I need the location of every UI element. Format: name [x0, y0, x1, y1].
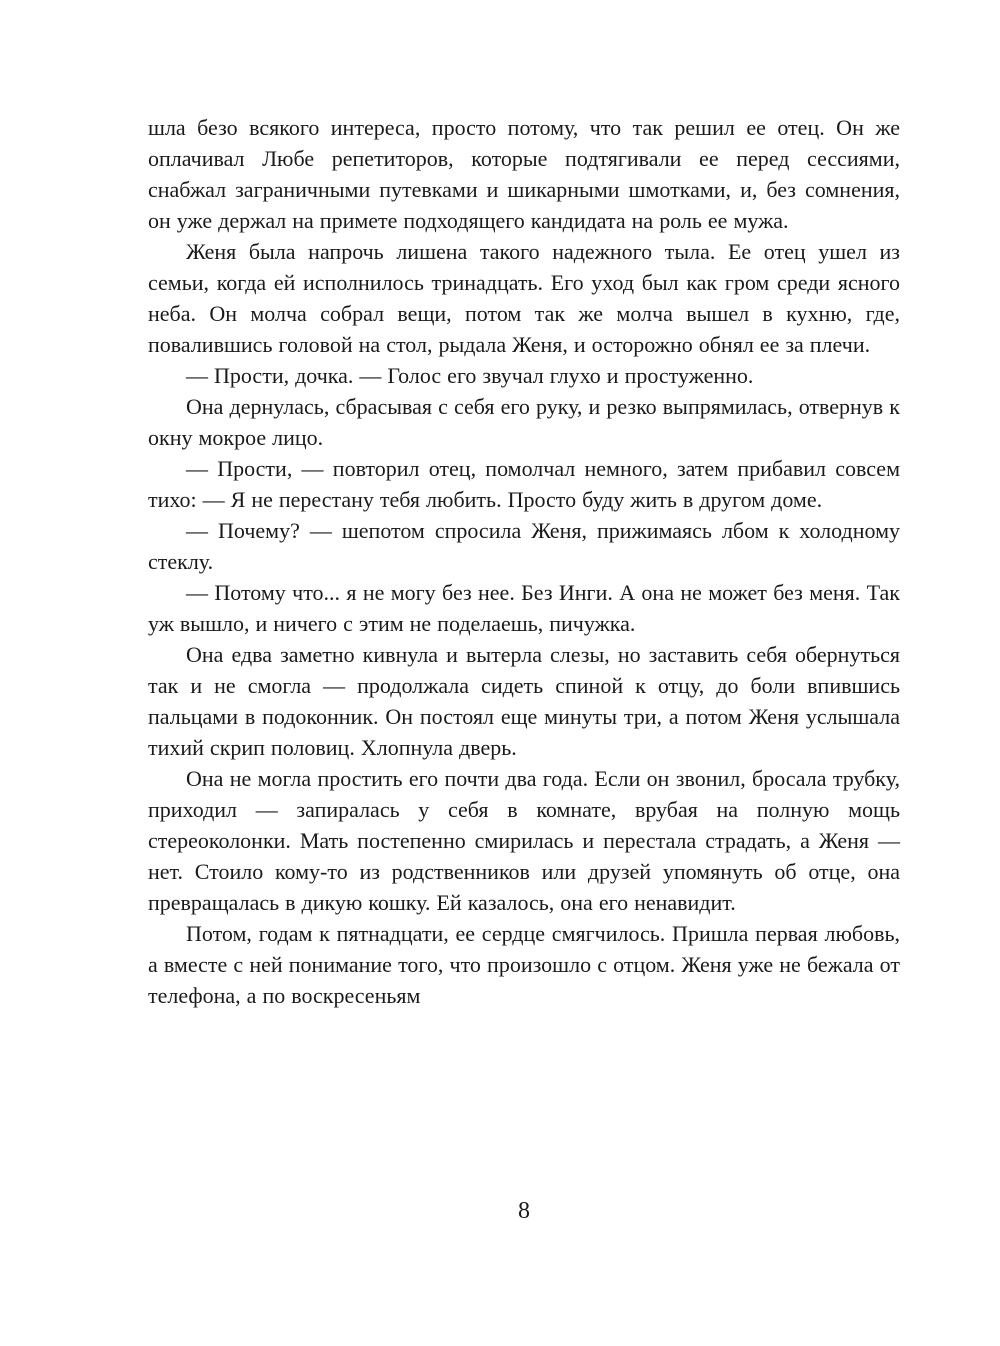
- page-number: 8: [518, 1198, 530, 1224]
- paragraph: — Почему? — шепотом спросила Женя, прижимаясь лбом к холодному стеклу.: [148, 518, 900, 574]
- text-block: [148, 112, 900, 1011]
- paragraph: Женя была напрочь лишена такого надежного тыла. Ее отец ушел из семьи, когда ей исполнилось тринадцать. Его уход был как гром среди ясного неба. Он молча собрал вещи, потом так же молча вышел в кухню, где, повалившись головой на стол, рыдала Женя, и осторожно обнял ее за плечи.: [148, 239, 900, 357]
- paragraph: Она едва заметно кивнула и вытерла слезы, но заставить себя обернуться так и не смогла — продолжала сидеть спиной к отцу, до боли впившись пальцами в подоконник. Он постоял еще минуты три, а потом Женя услышала тихий скрип половиц. Хлопнула дверь.: [148, 642, 900, 760]
- paragraph: шла безо всякого интереса, просто потому, что так решил ее отец. Он же оплачивал Любе репетиторов, которые подтягивали ее перед сессиями, снабжал заграничными путевками и шикарными шмотками, и, без сомнения, он уже держал на примете подходящего кандидата на роль ее мужа.: [148, 115, 900, 233]
- paragraph: — Прости, дочка. — Голос его звучал глухо и простуженно.: [186, 363, 754, 388]
- paragraph: Потом, годам к пятнадцати, ее сердце смягчилось. Пришла первая любовь, а вместе с ней понимание того, что произошло с отцом. Женя уже не бежала от телефона, а по воскресеньям: [148, 921, 900, 1008]
- paragraph: — Потому что... я не могу без нее. Без Инги. А она не может без меня. Так уж вышло, и ничего с этим не поделаешь, пичужка.: [148, 580, 900, 636]
- paragraph: Она не могла простить его почти два года. Если он звонил, бросала трубку, приходил — запиралась у себя в комнате, врубая на полную мощь стереоколонки. Мать постепенно смирилась и перестала страдать, а Женя — нет. Стоило кому-то из родственников или друзей упомянуть об отце, она превращалась в дикую кошку. Ей казалось, она его ненавидит.: [148, 766, 900, 915]
- paragraph: — Прости, — повторил отец, помолчал немного, затем прибавил совсем тихо: — Я не перестану тебя любить. Просто буду жить в другом доме.: [148, 456, 900, 512]
- paragraph: Она дернулась, сбрасывая с себя его руку, и резко выпрямилась, отвернув к окну мокрое лицо.: [148, 394, 900, 450]
